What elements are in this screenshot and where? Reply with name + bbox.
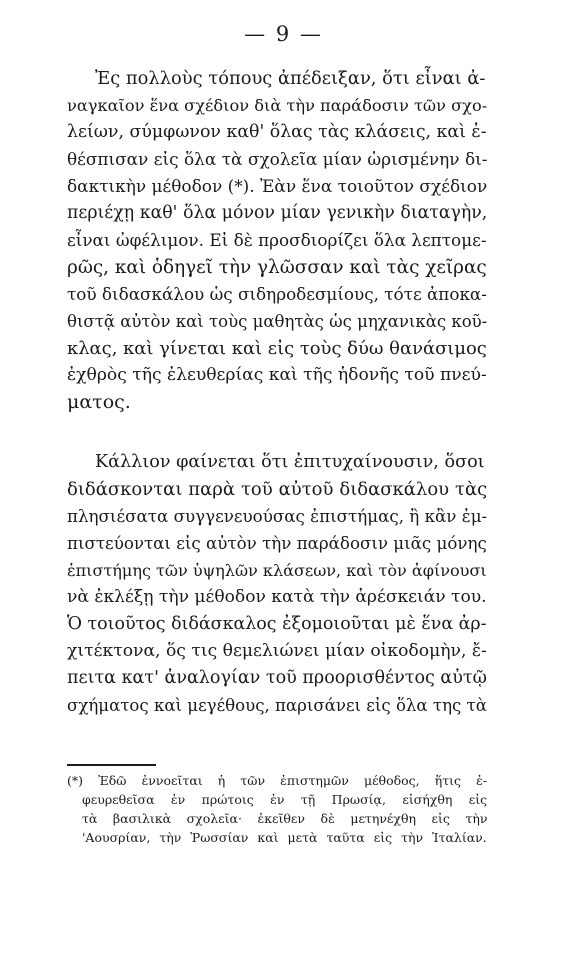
text-line: τοῦ διδασκάλου ὡς σιδηροδεσμίους, τότε ἀποκα-	[67, 284, 487, 304]
text-line: πιστεύονται εἰς αὐτὸν τὴν παράδοσιν μιᾶς μόνης	[67, 534, 487, 553]
footnote-line: φευρεθεῖσα ἐν πρώτοις ἐν τῇ Πρωσίᾳ, εἰσήχθη εἰς	[82, 792, 488, 807]
text-line: σχήματος καὶ μεγέθους, παρισάνει εἰς ὅλα της τὰ	[67, 696, 487, 715]
text-line: κλας, καὶ γίνεται καὶ εἰς τοὺς δύω θανάσιμος	[67, 338, 487, 359]
text-line: ματος.	[67, 391, 131, 413]
text-line: Ὁ τοιοῦτος διδάσκαλος ἐξομοιοῦται μὲ ἕνα ἀρ-	[67, 614, 487, 634]
text-line: ρῶς, καὶ ὁδηγεῖ τὴν γλῶσσαν καὶ τὰς χεῖρας	[67, 257, 487, 278]
text-line: περιέχῃ καθ' ὅλα μόνον μίαν γενικὴν διαταγὴν,	[67, 203, 488, 223]
text-line: νὰ ἐκλέξῃ τὴν μέθοδον κατὰ τὴν ἀρέσκειάν του.	[67, 587, 487, 607]
text-line: ναγκαῖον ἕνα σχέδιον διὰ τὴν παράδοσιν τῶν σχο-	[67, 96, 488, 115]
text-line: εἶναι ὠφέλιμον. Εἰ δὲ προσδιορίζει ὅλα λεπτομε-	[67, 230, 487, 250]
text-line: πλησιέσατα συγγενευούσας ἐπιστήμας, ἢ κἂν ἐμ-	[67, 507, 488, 526]
footnote-line: 'Αουσρίαν, τὴν Ῥωσσίαν καὶ μετὰ ταῦτα εἰς τὴν Ἰταλίαν.	[82, 830, 487, 845]
page-number: — 9 —	[244, 22, 323, 46]
text-line: Κάλλιον φαίνεται ὅτι ἐπιτυχαίνουσιν, ὅσοι	[95, 452, 485, 472]
text-line: λείων, σύμφωνον καθ' ὅλας τὰς κλάσεις, καὶ ἐ-	[67, 122, 487, 142]
text-line: διδάσκονται παρὰ τοῦ αὐτοῦ διδασκάλου τὰς	[67, 479, 488, 500]
footnote-line: τὰ βασιλικὰ σχολεῖα· ἐκεῖθεν δὲ μετηνέχθη εἰς τὴν	[82, 811, 488, 826]
footnote-divider	[67, 764, 156, 766]
text-line: Ἐς πολλοὺς τόπους ἀπέδειξαν, ὅτι εἶναι ἀ-	[95, 68, 486, 89]
text-line: ἐπιστήμης τῶν ὑψηλῶν κλάσεων, καὶ τὸν ἀφίνουσι	[67, 561, 487, 580]
footnote-line: (*) Ἐδῶ ἐννοεῖται ἡ τῶν ἐπιστημῶν μέθοδος, ἥτις ἐ-	[67, 773, 488, 788]
text-line: θέσπισαν εἰς ὅλα τὰ σχολεῖα μίαν ὡρισμένην δι-	[67, 149, 488, 169]
text-line: δακτικὴν μέθοδον (*). Ἐὰν ἕνα τοιοῦτον σχέδιον	[67, 176, 488, 196]
text-line: χιτέκτονα, ὅς τις θεμελιώνει μίαν οἰκοδομὴν, ἔ-	[67, 641, 487, 661]
text-line: πειτα κατ' ἀναλογίαν τοῦ προορισθέντος αὐτῷ	[67, 668, 487, 688]
text-line: ἐχθρὸς τῆς ἐλευθερίας καὶ τῆς ἡδονῆς τοῦ πνεύ-	[67, 365, 487, 385]
text-line: θιστᾷ αὐτὸν καὶ τοὺς μαθητὰς ὡς μηχανικὰς κοῦ-	[67, 312, 488, 331]
